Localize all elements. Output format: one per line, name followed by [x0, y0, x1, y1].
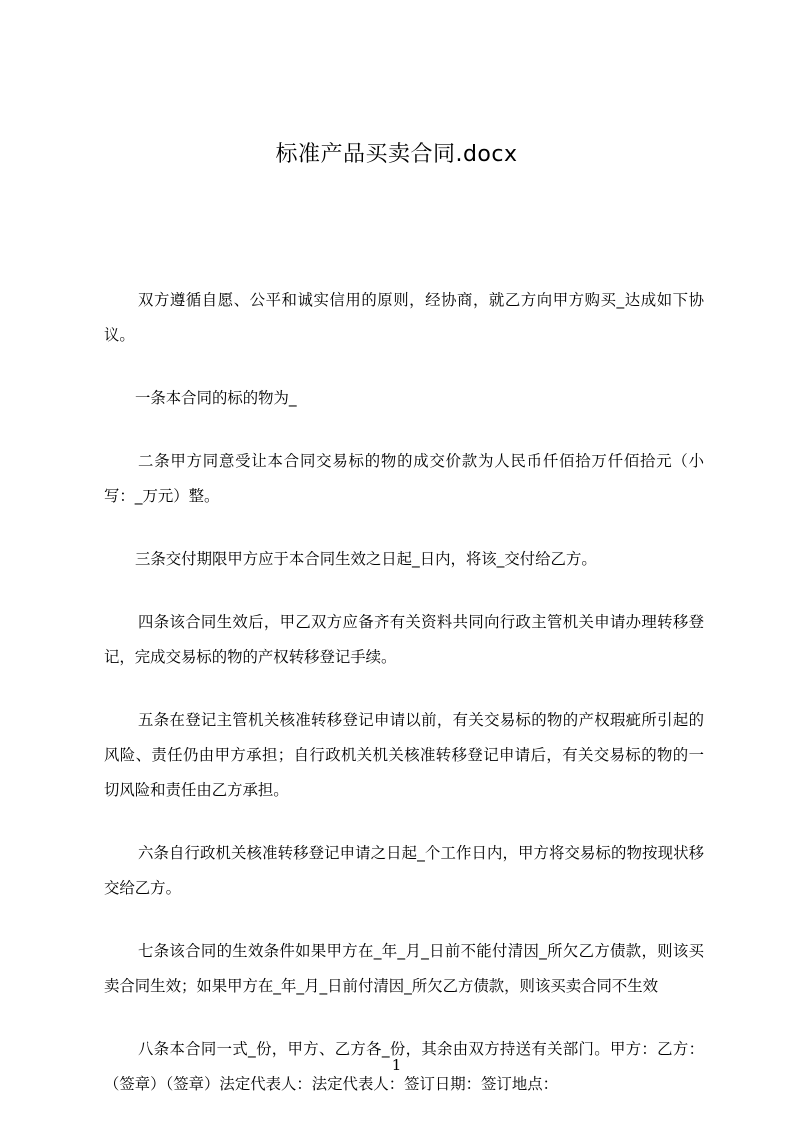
document-body [104, 283, 704, 1130]
page-number: 1 [391, 1056, 402, 1074]
paragraph-article-8: 八条本合同一式_份，甲方、乙方各_份，其余由双方持送有关部门。甲方：乙方：（签章）（签章）法定代表人：法定代表人：签订日期：签订地点： [104, 1040, 704, 1093]
paragraph-article-2: 二条甲方同意受让本合同交易标的物的成交价款为人民币仟佰拾万仟佰拾元（小写：_万元）整。 [104, 452, 704, 505]
paragraph-article-3: 三条交付期限甲方应于本合同生效之日起_日内，将该_交付给乙方。 [135, 550, 597, 568]
paragraph-preamble: 双方遵循自愿、公平和诚实信用的原则，经协商，就乙方向甲方购买_达成如下协议。 [104, 291, 704, 344]
paragraph-article-1: 一条本合同的标的物为_ [135, 389, 297, 407]
paragraph-article-6: 六条自行政机关核准转移登记申请之日起_个工作日内，甲方将交易标的物按现状移交给乙方。 [104, 844, 704, 897]
paragraph-article-5: 五条在登记主管机关核准转移登记申请以前，有关交易标的物的产权瑕疵所引起的风险、责任仍由甲方承担；自行政机关机关核准转移登记申请后，有关交易标的物的一切风险和责任由乙方承担。 [104, 711, 704, 799]
document-title: 标准产品买卖合同.docx [275, 142, 518, 167]
paragraph-article-4: 四条该合同生效后，甲乙双方应备齐有关资料共同向行政主管机关申请办理转移登记，完成交易标的物的产权转移登记手续。 [104, 613, 704, 666]
paragraph-article-7: 七条该合同的生效条件如果甲方在_年_月_日前不能付清因_所欠乙方债款，则该买卖合同生效；如果甲方在_年_月_日前付清因_所欠乙方债款，则该买卖合同不生效 [104, 942, 704, 995]
